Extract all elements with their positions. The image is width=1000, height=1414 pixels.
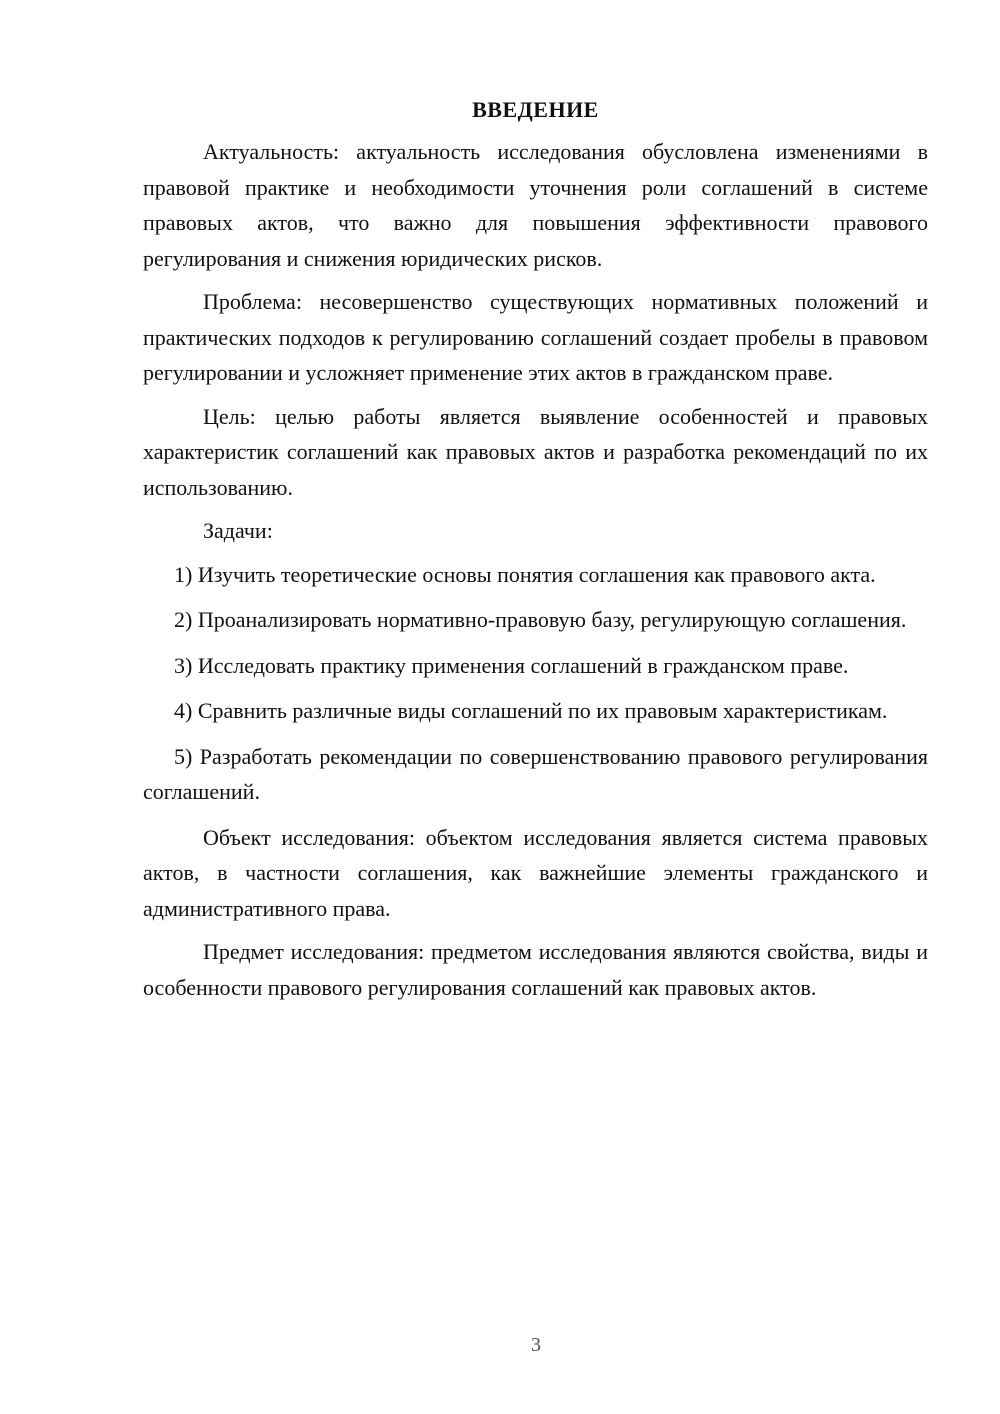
task-item: 2) Проанализировать нормативно-правовую базу, регулирующую соглашения. [174, 607, 907, 632]
task-item: 4) Сравнить различные виды соглашений по их правовым характеристикам. [174, 698, 888, 723]
task-item: 1) Изучить теоретические основы понятия соглашения как правового акта. [174, 561, 876, 587]
tasks-list [143, 557, 928, 810]
goal-paragraph: Цель: целью работы является выявление особенностей и правовых характеристик соглашений как правовых актов и разработка рекомендаций по их использованию. [143, 403, 928, 500]
tasks-label: Задачи: [203, 518, 273, 543]
page-content [143, 92, 928, 1013]
subject-paragraph: Предмет исследования: предметом исследования являются свойства, виды и особенности правового регулирования соглашений как правовых актов. [143, 939, 928, 1000]
object-paragraph: Объект исследования: объектом исследования является система правовых актов, в частности соглашения, как важнейшие элементы гражданского и административного права. [143, 824, 928, 921]
section-title: ВВЕДЕНИЕ [472, 97, 599, 122]
task-item: 3) Исследовать практику применения соглашений в гражданском праве. [174, 652, 849, 678]
page-number: 3 [531, 1334, 541, 1356]
relevance-paragraph: Актуальность: актуальность исследования обусловлена изменениями в правовой практике и необходимости уточнения роли соглашений в системе правовых актов, что важно для повышения эффективности правового регулирования и снижения юридических рисков. [143, 139, 928, 271]
task-item: 5) Разработать рекомендации по совершенствованию правового регулирования соглашений. [143, 743, 928, 804]
problem-paragraph: Проблема: несовершенство существующих нормативных положений и практических подходов к регулированию соглашений создает пробелы в правовом регулировании и усложняет применение этих актов в гражданском праве. [143, 289, 928, 385]
